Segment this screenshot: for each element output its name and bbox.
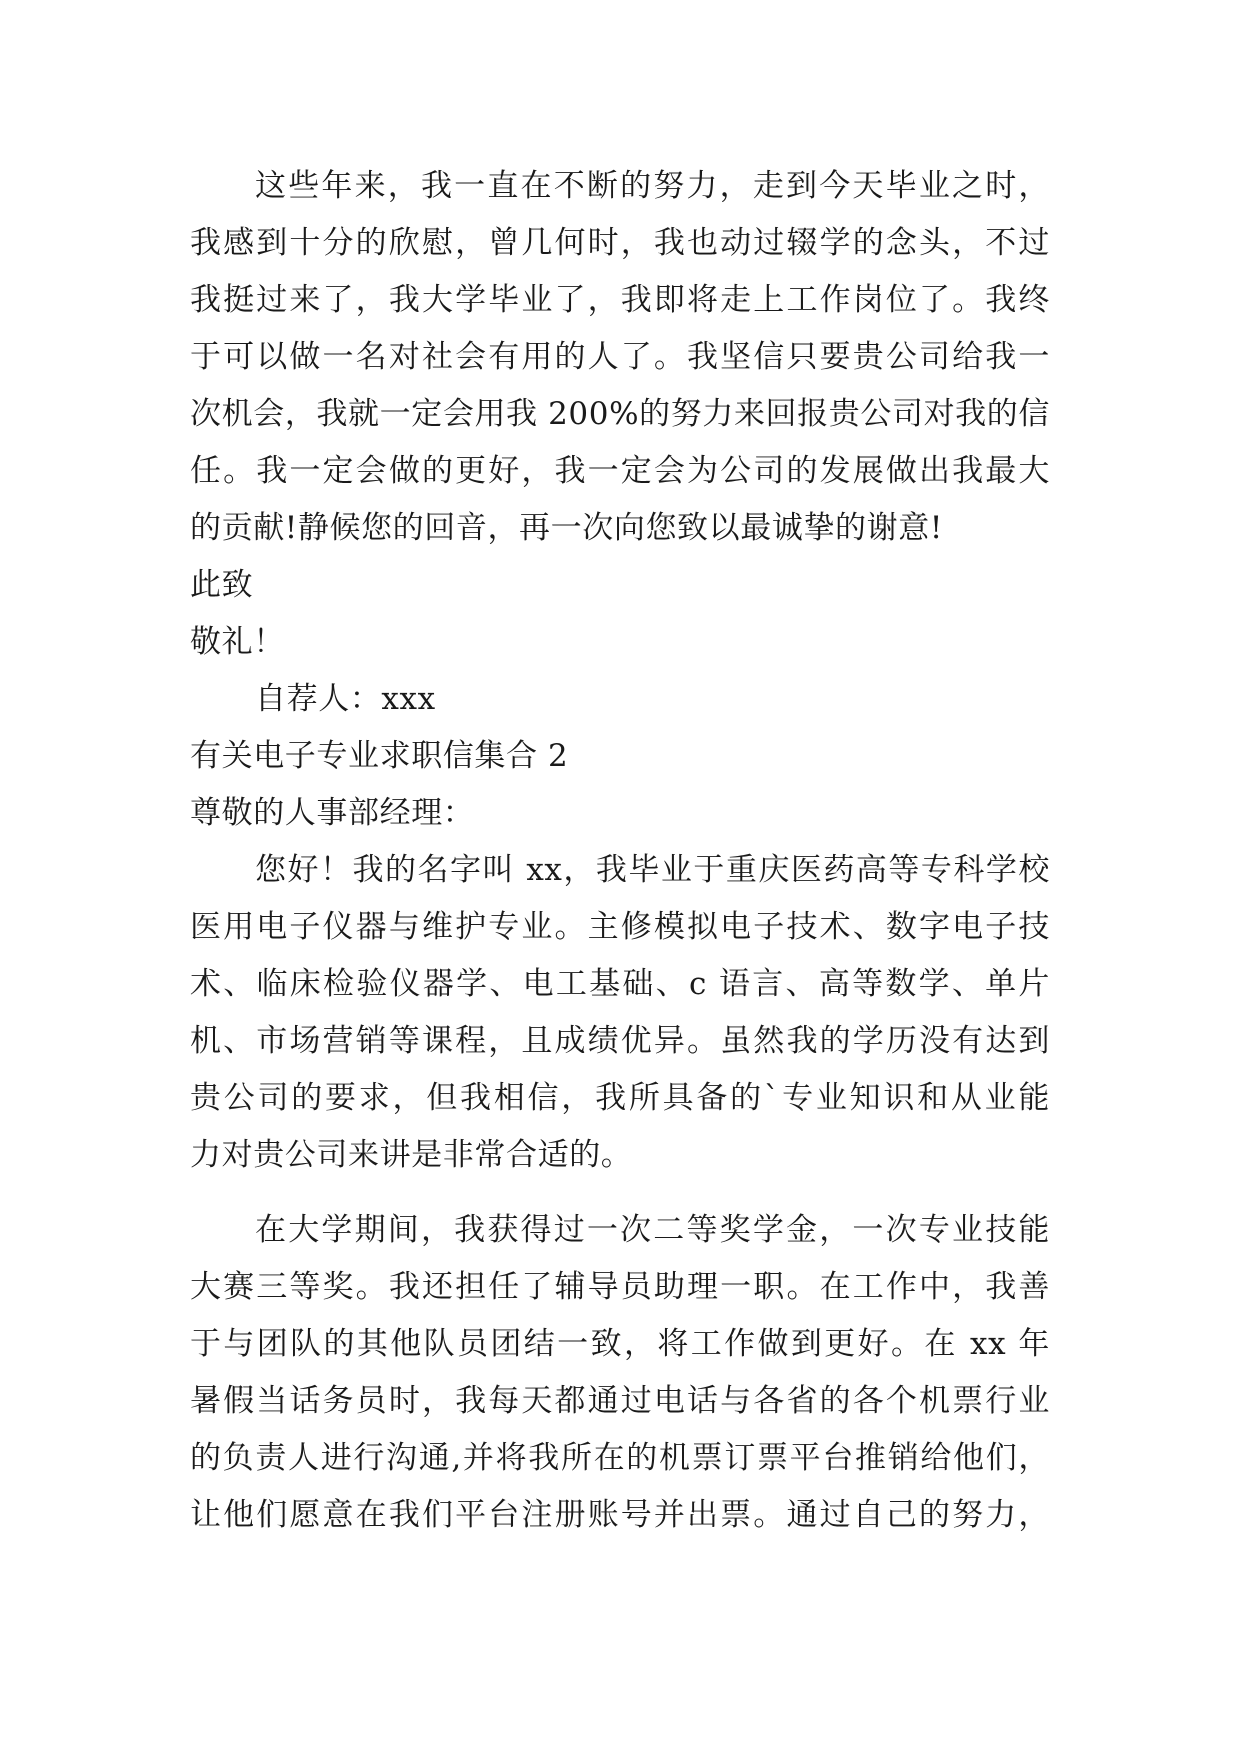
paragraph-3-line: 在大学期间，我获得过一次二等奖学金，一次专业技能 — [255, 1212, 1050, 1248]
paragraph-2-line: 贵公司的要求，但我相信，我所具备的`专业知识和从业能 — [190, 1080, 1050, 1116]
paragraph-3-line: 大赛三等奖。我还担任了辅导员助理一职。在工作中，我善 — [190, 1269, 1050, 1305]
paragraph-2-line: 力对贵公司来讲是非常合适的。 — [190, 1137, 633, 1173]
paragraph-1-line: 的贡献!静候您的回音，再一次向您致以最诚挚的谢意! — [190, 510, 943, 546]
paragraph-3-line: 的负责人进行沟通,并将我所在的机票订票平台推销给他们， — [190, 1440, 1050, 1476]
paragraph-2-line: 机、市场营销等课程，且成绩优异。虽然我的学历没有达到 — [190, 1023, 1050, 1059]
paragraph-1-line: 我感到十分的欣慰，曾几何时，我也动过辍学的念头，不过 — [190, 225, 1050, 261]
paragraph-1-line: 这些年来，我一直在不断的努力，走到今天毕业之时， — [255, 168, 1050, 204]
paragraph-3-line: 让他们愿意在我们平台注册账号并出票。通过自己的努力， — [190, 1497, 1050, 1533]
paragraph-3-line: 暑假当话务员时，我每天都通过电话与各省的各个机票行业 — [190, 1383, 1050, 1419]
signature: 自荐人：xxx — [255, 681, 436, 717]
paragraph-1-line: 任。我一定会做的更好，我一定会为公司的发展做出我最大 — [190, 453, 1050, 489]
paragraph-1-line: 于可以做一名对社会有用的人了。我坚信只要贵公司给我一 — [190, 339, 1050, 375]
section-title: 有关电子专业求职信集合 2 — [190, 738, 569, 774]
paragraph-2-line: 您好！我的名字叫 xx，我毕业于重庆医药高等专科学校 — [255, 852, 1050, 888]
salutation: 尊敬的人事部经理： — [190, 795, 475, 831]
paragraph-1-line: 我挺过来了，我大学毕业了，我即将走上工作岗位了。我终 — [190, 282, 1050, 318]
paragraph-2-line: 医用电子仪器与维护专业。主修模拟电子技术、数字电子技 — [190, 909, 1050, 945]
closing-jing-li: 敬礼！ — [190, 624, 285, 660]
paragraph-1-line: 次机会，我就一定会用我 200%的努力来回报贵公司对我的信 — [190, 396, 1050, 432]
closing-ci-zhi: 此致 — [190, 567, 254, 603]
paragraph-2-line: 术、临床检验仪器学、电工基础、c 语言、高等数学、单片 — [190, 966, 1050, 1002]
paragraph-3-line: 于与团队的其他队员团结一致，将工作做到更好。在 xx 年 — [190, 1326, 1050, 1362]
